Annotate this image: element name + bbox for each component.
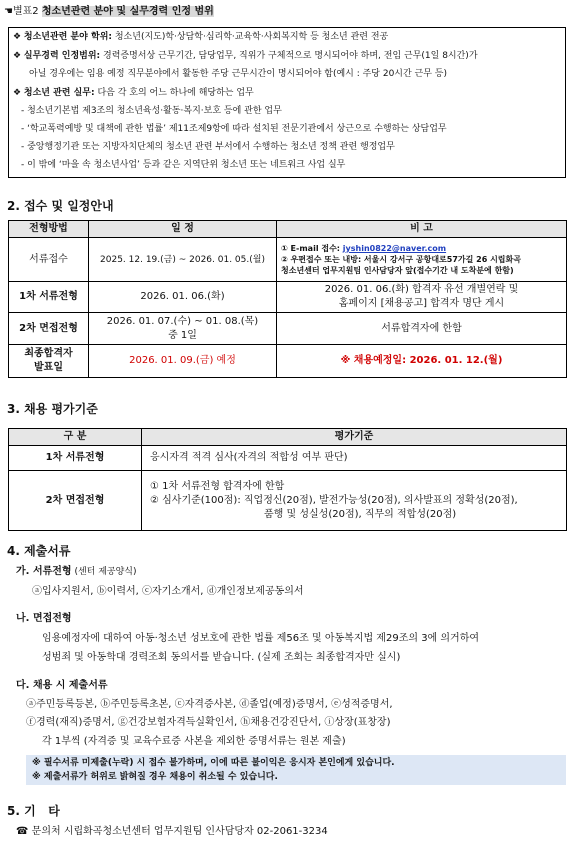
da-items-1: ⓐ주민등록등본, ⓑ주민등록초본, ⓒ자격증사본, ⓓ졸업(예정)증명서, ⓔ성적증명서, <box>26 699 393 710</box>
schedule-header-date: 일 정 <box>89 221 277 238</box>
appendix-prefix: 별표2 <box>12 6 39 17</box>
diamond-bullet-icon: ❖ <box>13 88 22 98</box>
schedule-header-note: 비 고 <box>277 221 567 238</box>
table-row: 2차 면접전형 2026. 01. 07.(수) ~ 01. 08.(목) 중 1일 서류합격자에 한함 <box>9 313 567 345</box>
section-4-title: 4. 제출서류 <box>7 544 71 558</box>
criteria-item-experience: ❖ 실무경력 인정범위: 경력증명서상 근무기간, 담당업무, 직위가 구체적으로 명시되어야 하며, 전임 근무(1일 8시간)가 <box>13 51 478 61</box>
diamond-bullet-icon: ❖ <box>13 51 22 61</box>
table-row: 서류접수 2025. 12. 19.(금) ~ 2026. 01. 05.(월) ① E-mail 접수: jyshin0822@naver.com ② 우편접수 또는 내방: 서울시 강서구 공항대로57가길 26 시립화곡 청소년센터 업무지원팀 인사담당자 앞(접수기간 내 도착분에 한함) <box>9 238 567 282</box>
email-link[interactable]: jyshin0822@naver.com <box>342 244 447 253</box>
na-text-1: 임용예정자에 대하여 아동·청소년 성보호에 관한 법률 제56조 및 아동복지법 제29조의 3에 의거하여 <box>42 633 480 644</box>
da-items-2: ⓕ경력(재직)증명서, ⓖ건강보험자격득실확인서, ⓗ채용건강진단서, ⓘ상장(표창장) <box>26 717 391 728</box>
appendix-title: 청소년관련 분야 및 실무경력 인정 범위 <box>41 6 214 17</box>
contact-line <box>16 825 328 839</box>
schedule-header-method: 전형방법 <box>9 221 89 238</box>
criteria-item-practice: ❖ 청소년 관련 실무: 다음 각 호의 어느 하나에 해당하는 업무 <box>13 88 254 98</box>
table-row: 최종합격자 발표일 2026. 01. 09.(금) 예정 ※ 채용예정일: 2026. 01. 12.(월) <box>9 345 567 378</box>
criteria-sub-item: - 청소년기본법 제3조의 청소년육성·활동·복지·보호 등에 관한 업무 <box>21 106 282 116</box>
section-3-title: 3. 채용 평가기준 <box>7 402 98 416</box>
schedule-table <box>8 220 567 378</box>
subsection-na: 나. 면접전형 <box>16 613 72 624</box>
criteria-sub-item: - 중앙행정기관 또는 지방자치단체의 청소년 관련 부서에서 수행하는 청소년 정책 관련 행정업무 <box>21 142 395 152</box>
criteria-sub-item: - 이 밖에 ‘마을 속 청소년사업’ 등과 같은 지역단위 청소년 또는 네트워크 사업 실무 <box>21 160 346 170</box>
diamond-bullet-icon: ❖ <box>13 32 22 42</box>
warning-line-2: ※ 제출서류가 허위로 밝혀질 경우 채용이 취소될 수 있습니다. <box>32 772 278 782</box>
evaluation-table <box>8 428 567 531</box>
criteria-item-experience-cont: 아닐 경우에는 임용 예정 직무분야에서 활동한 주당 근무시간이 명시되어야 함(예시 : 주당 20시간 근무 등) <box>29 69 448 79</box>
table-row: 2차 면접전형 ① 1차 서류전형 합격자에 한함 ② 심사기준(100점): 직업정신(20점), 발전가능성(20점), 의사발표의 정확성(20점), 품행 및 성실성(20점), 직무의 적합성(20점) <box>9 471 567 531</box>
criteria-item-degree: ❖ 청소년관련 분야 학위: 청소년(지도)학·상담학·심리학·교육학·사회복지학 등 청소년 관련 전공 <box>13 32 389 42</box>
contact-text: 문의처 시립화곡청소년센터 업무지원팀 인사담당자 02-2061-3234 <box>31 826 328 837</box>
section-5-title: 5. 기 타 <box>7 804 60 818</box>
writing-hand-icon: ☚ <box>4 6 13 17</box>
subsection-da: 다. 채용 시 제출서류 <box>16 680 108 691</box>
criteria-sub-item: - ‘학교폭력예방 및 대책에 관한 법률’ 제11조제9항에 따라 설치된 전문기관에서 상근으로 수행하는 상담업무 <box>21 124 447 134</box>
evaluation-header-criteria: 평가기준 <box>142 429 567 446</box>
ga-items: ⓐ입사지원서, ⓑ이력서, ⓒ자기소개서, ⓓ개인정보제공동의서 <box>32 586 304 597</box>
criteria-box <box>8 27 566 178</box>
warning-line-1: ※ 필수서류 미제출(누락) 시 접수 불가하며, 이에 따른 불이익은 응시자 본인에게 있습니다. <box>32 758 395 768</box>
appendix-heading <box>4 5 214 19</box>
warning-box <box>26 755 566 785</box>
telephone-icon: ☎ <box>16 826 29 837</box>
subsection-ga: 가. 서류전형 (센터 제공양식) <box>16 566 137 577</box>
table-row: 1차 서류전형 응시자격 적격 심사(자격의 적합성 여부 판단) <box>9 446 567 471</box>
table-row: 1차 서류전형 2026. 01. 06.(화) 2026. 01. 06.(화) 합격자 유선 개별연락 및 홈페이지 [채용공고] 합격자 명단 게시 <box>9 282 567 313</box>
na-text-2: 성범죄 및 아동학대 경력조회 동의서를 받습니다. (실제 조회는 최종합격자만 실시) <box>42 652 401 663</box>
section-2-title: 2. 접수 및 일정안내 <box>7 199 114 213</box>
da-items-3: 각 1부씩 (자격증 및 교육수료증 사본을 제외한 증명서류는 원본 제출) <box>42 736 346 747</box>
evaluation-header-type: 구 분 <box>9 429 142 446</box>
